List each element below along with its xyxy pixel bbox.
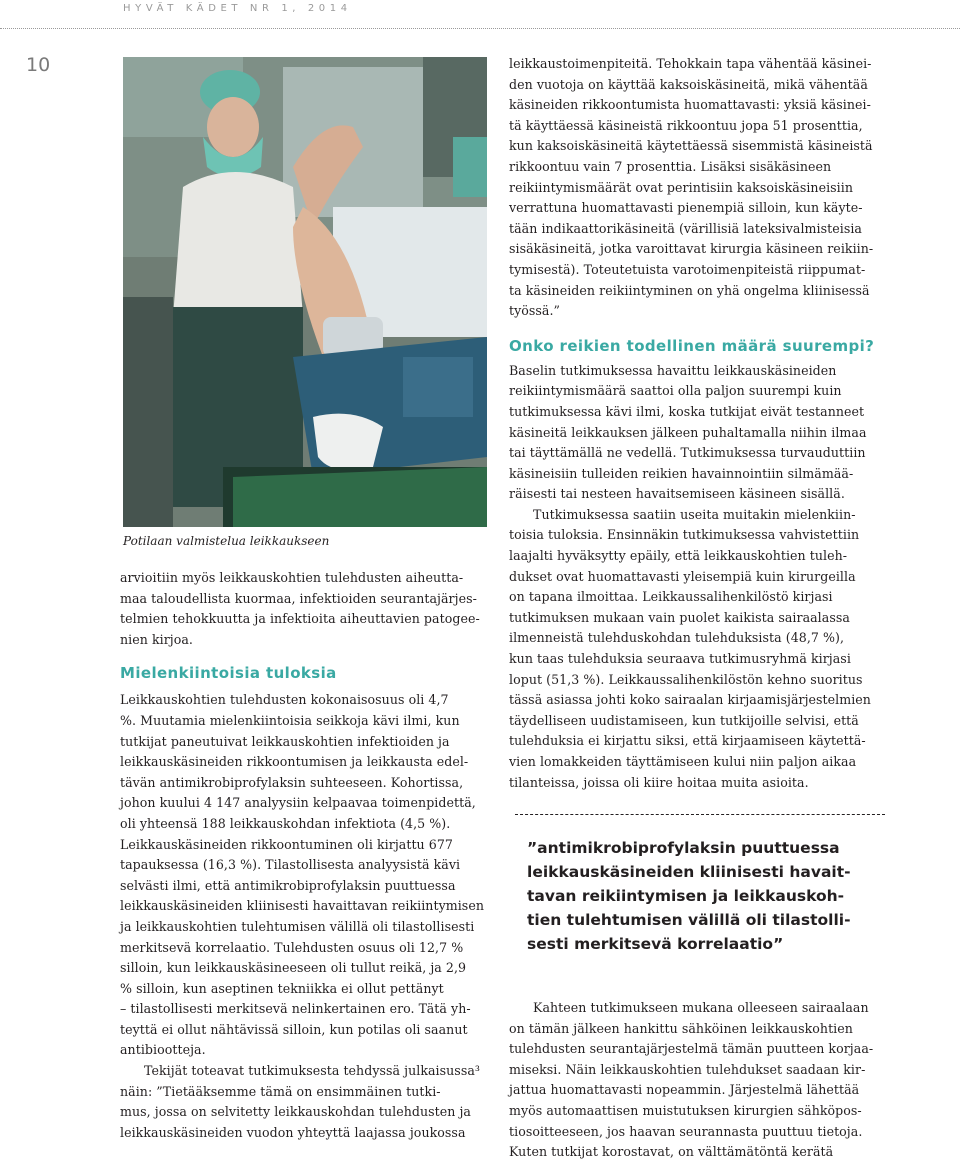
pull-quote-text: ”antimikrobiprofylaksin puuttuessa leikkauskäsineiden kliinisesti havait- tavan reikiintymisen ja leikkauskoh- tien tulehtumisen välillä oli tilastolli- sesti merkitsevä korrelaatio” xyxy=(527,839,851,953)
left-paragraph-2: Leikkauskohtien tulehdusten kokonaisosuus oli 4,7 %. Muutamia mielenkiintoisia seikkoja kävi ilmi, kun tutkijat paneutuivat leikkauskohtien infektioiden ja leikkauskäsineiden rikkoontumisen ja leikkausta edel- tävän antimikrobiprofylaksin suhteeseen. Kohortissa, johon kuului 4 147 analyysiin kelpaavaa toimenpidettä, oli yhteensä 188 leikkauskohdan infektiota (4,5 %). Leikkauskäsineiden rikkoontuminen oli kirjattu 677 tapauksessa (16,3 %). Tilastollisesta analyysistä kävi selvästi ilmi, että antimikrobiprofylaksin puuttuessa leikkauskäsineiden kliinisesti havaittavan reikiintymisen ja leikkauskohtien tulehtumisen välillä oli tilastollisesti merkitsevä korrelaatio. Tulehdusten osuus oli 12,7 % silloin, kun leikkauskäsineeseen oli tullut reikä, ja 2,9 % silloin, kun aseptinen tekniikka ei ollut pettänyt – tilastollisesti merkitsevä nelinkertainen ero. Tätä yh- teyttä ei ollut nähtävissä silloin, kun potilas oli saanut antibiootteja. xyxy=(120,692,484,1058)
header-rule xyxy=(0,28,960,29)
left-column xyxy=(120,568,492,1143)
right-paragraph-2: Baselin tutkimuksessa havaittu leikkauskäsineiden reikiintymismäärä saattoi olla paljon suurempi kuin tutkimuksessa kävi ilmi, koska tutkijat eivät testanneet käsineitä leikkauksen jälkeen puhaltamalla niihin ilmaa tai täyttämällä ne vedellä. Tutkimuksessa turvauduttiin käsineisiin tulleiden reikien havainnointiin silmämää- räisesti tai nesteen havaitsemiseen käsineen sisällä. xyxy=(509,362,867,502)
right-column xyxy=(509,54,885,793)
right-paragraph-3: Tutkimuksessa saatiin useita muitakin mielenkiin- toisia tuloksia. Ensinnäkin tutkimuksessa vahvistettiin laajalti hyväksytty epäily, että leikkauskohtien tuleh- dukset ovat huomattavasti yleisempiä kuin kirurgeilla on tapana ilmoittaa. Leikkaussalihenkilöstö kirjasi tutkimuksen mukaan vain puolet kaikista sairaalassa ilmenneistä tulehduskohdan tulehduksista (48,7 %), kun taas tulehduksia seuraava tutkimusryhmä kirjasi loput (51,3 %). Leikkaussalihenkilöstön kehno suoritus tässä asiassa johti koko sairaalan kirjaamisjärjestelmien täydelliseen uudistamiseen, kun tutkijoille selvisi, että tulehduksia ei kirjattu siksi, että kirjaamiseen käytettä- vien lomakkeiden täyttämiseen kului niin paljon aikaa tilanteissa, joissa oli kiire hoitaa muita asioita. xyxy=(509,506,871,790)
right-paragraph-1: leikkaustoimenpiteitä. Tehokkain tapa vähentää käsinei- den vuotoja on käyttää kaksoiskäsineitä, mikä vähentää käsineiden rikkoontumista huomattavasti: yksiä käsinei- tä käyttäessä käsineistä rikkoontuu jopa 51 prosenttia, kun kaksoiskäsineitä käytettäessä sisemmistä käsineistä rikkoontuu vain 7 prosenttia. Lisäksi sisäkäsineen reikiintymismäärät ovat perintisiin kaksoiskäsineisiin verrattuna huomattavasti pienempiä silloin, kun käyte- tään indikaattorikäsineitä (värillisiä lateksivalmisteisia sisäkäsineitä, jotka varoittavat kirurgia käsineen reikiin- tymisestä). Toteutetuista varotoimenpiteistä riippumat- ta käsineiden reikiintyminen on yhä ongelma kliinisessä työssä.” xyxy=(509,56,874,319)
page-number: 10 xyxy=(26,54,51,76)
right-paragraph-4: Kahteen tutkimukseen mukana olleeseen sairaalaan on tämän jälkeen hankittu sähköinen leikkauskohtien tulehdusten seurantajärjestelmä tämän puutteen korjaa- miseksi. Näin leikkauskohtien tulehdukset saadaan kir- jattua huomattavasti nopeammin. Järjestelmä lähettää myös automaattisen muistutuksen kirurgien sähköpos- tiosoitteeseen, jos haavan seurannasta puuttuu tietoja. Kuten tutkijat korostavat, on välttämätöntä kerätä xyxy=(509,1000,874,1160)
surgery-photo xyxy=(123,57,487,527)
magazine-header: HYVÄT KÄDET NR 1, 2014 xyxy=(123,3,352,14)
section-heading-holes: Onko reikien todellinen määrä suurempi? xyxy=(509,336,875,355)
section-heading-results: Mielenkiintoisia tuloksia xyxy=(120,664,337,683)
pull-quote-rule xyxy=(515,814,885,815)
photo-caption: Potilaan valmistelua leikkaukseen xyxy=(123,534,330,548)
left-paragraph-1: arvioitiin myös leikkauskohtien tulehdusten aiheutta- maa taloudellista kuormaa, infektioiden seurantajärjes- telmien tehokkuutta ja infektioita aiheuttavien patogee- nien kirjoa. xyxy=(120,570,480,647)
left-paragraph-3: Tekijät toteavat tutkimuksesta tehdyssä julkaisussa³ näin: ”Tietääksemme tämä on ensimmäinen tutki- mus, jossa on selvitetty leikkauskohdan tulehdusten ja leikkauskäsineiden vuodon yhteyttä laajassa joukossa xyxy=(120,1063,480,1140)
right-column-lower xyxy=(509,998,885,1163)
surgery-photo-illustration xyxy=(123,57,487,527)
